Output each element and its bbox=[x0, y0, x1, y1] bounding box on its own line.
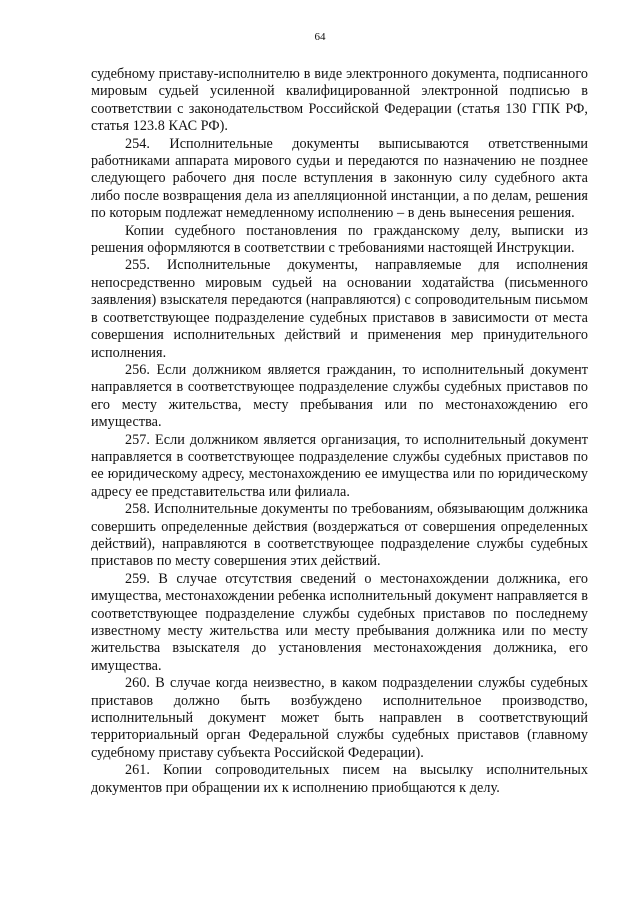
paragraph-255: 255. Исполнительные документы, направляемые для исполнения непосредственно мировым судьей на основании ходатайства (письменного заявления) взыскателя передаются (направляются) с сопроводительным письмом в соответствующее подразделение судебных приставов в зависимости от места совершения исполнительных действий и применения мер принудительного исполнения. bbox=[91, 257, 588, 361]
paragraph-254: 254. Исполнительные документы выписываются ответственными работниками аппарата мирового судьи и передаются по назначению не позднее следующего рабочего дня после вступления в законную силу судебного акта либо после возвращения дела из апелляционной инстанции, а по делам, решения по которым подлежат немедленному исполнению – в день вынесения решения. bbox=[91, 135, 588, 222]
paragraph-261: 261. Копии сопроводительных писем на высылку исполнительных документов при обращении их к исполнению приобщаются к делу. bbox=[91, 762, 588, 796]
paragraph-257: 257. Если должником является организация, то исполнительный документ направляется в соответствующее подразделение службы судебных приставов по ее юридическому адресу, местонахождению ее имущества или по юридическому адресу ее представительства или филиала. bbox=[91, 431, 588, 500]
paragraph-copies: Копии судебного постановления по гражданскому делу, выписки из решения оформляются в соответствии с требованиями настоящей Инструкции. bbox=[91, 222, 588, 257]
page-number: 64 bbox=[314, 31, 326, 43]
paragraph-259: 259. В случае отсутствия сведений о местонахождении должника, его имущества, местонахождении ребенка исполнительный документ направляется в соответствующее подразделение службы судебных приставов по последнему известному месту жительства или месту пребывания должника или по месту жительства взыскателя до установления местонахождения должника, его имущества. bbox=[91, 570, 588, 674]
document-body bbox=[91, 66, 588, 797]
paragraph-256: 256. Если должником является гражданин, то исполнительный документ направляется в соответствующее подразделение службы судебных приставов по его месту жительства, месту пребывания или по местонахождению его имущества. bbox=[91, 361, 588, 431]
paragraph-260: 260. В случае когда неизвестно, в каком подразделении службы судебных приставов должно быть возбуждено исполнительное производство, исполнительный документ может быть направлен в соответствующий территориальный орган Федеральной службы судебных приставов (главному судебному приставу субъекта Российской Федерации). bbox=[91, 675, 588, 761]
paragraph-258: 258. Исполнительные документы по требованиям, обязывающим должника совершить определенные действия (воздержаться от совершения определенных действий), направляются в соответствующее подразделение службы судебных приставов по месту совершения этих действий. bbox=[91, 501, 588, 570]
paragraph-continuation: судебному приставу-исполнителю в виде электронного документа, подписанного мировым судьей усиленной квалифицированной электронной подписью в соответствии с законодательством Российской Федерации (статья 130 ГПК РФ, статья 123.8 КАС РФ). bbox=[91, 66, 588, 135]
